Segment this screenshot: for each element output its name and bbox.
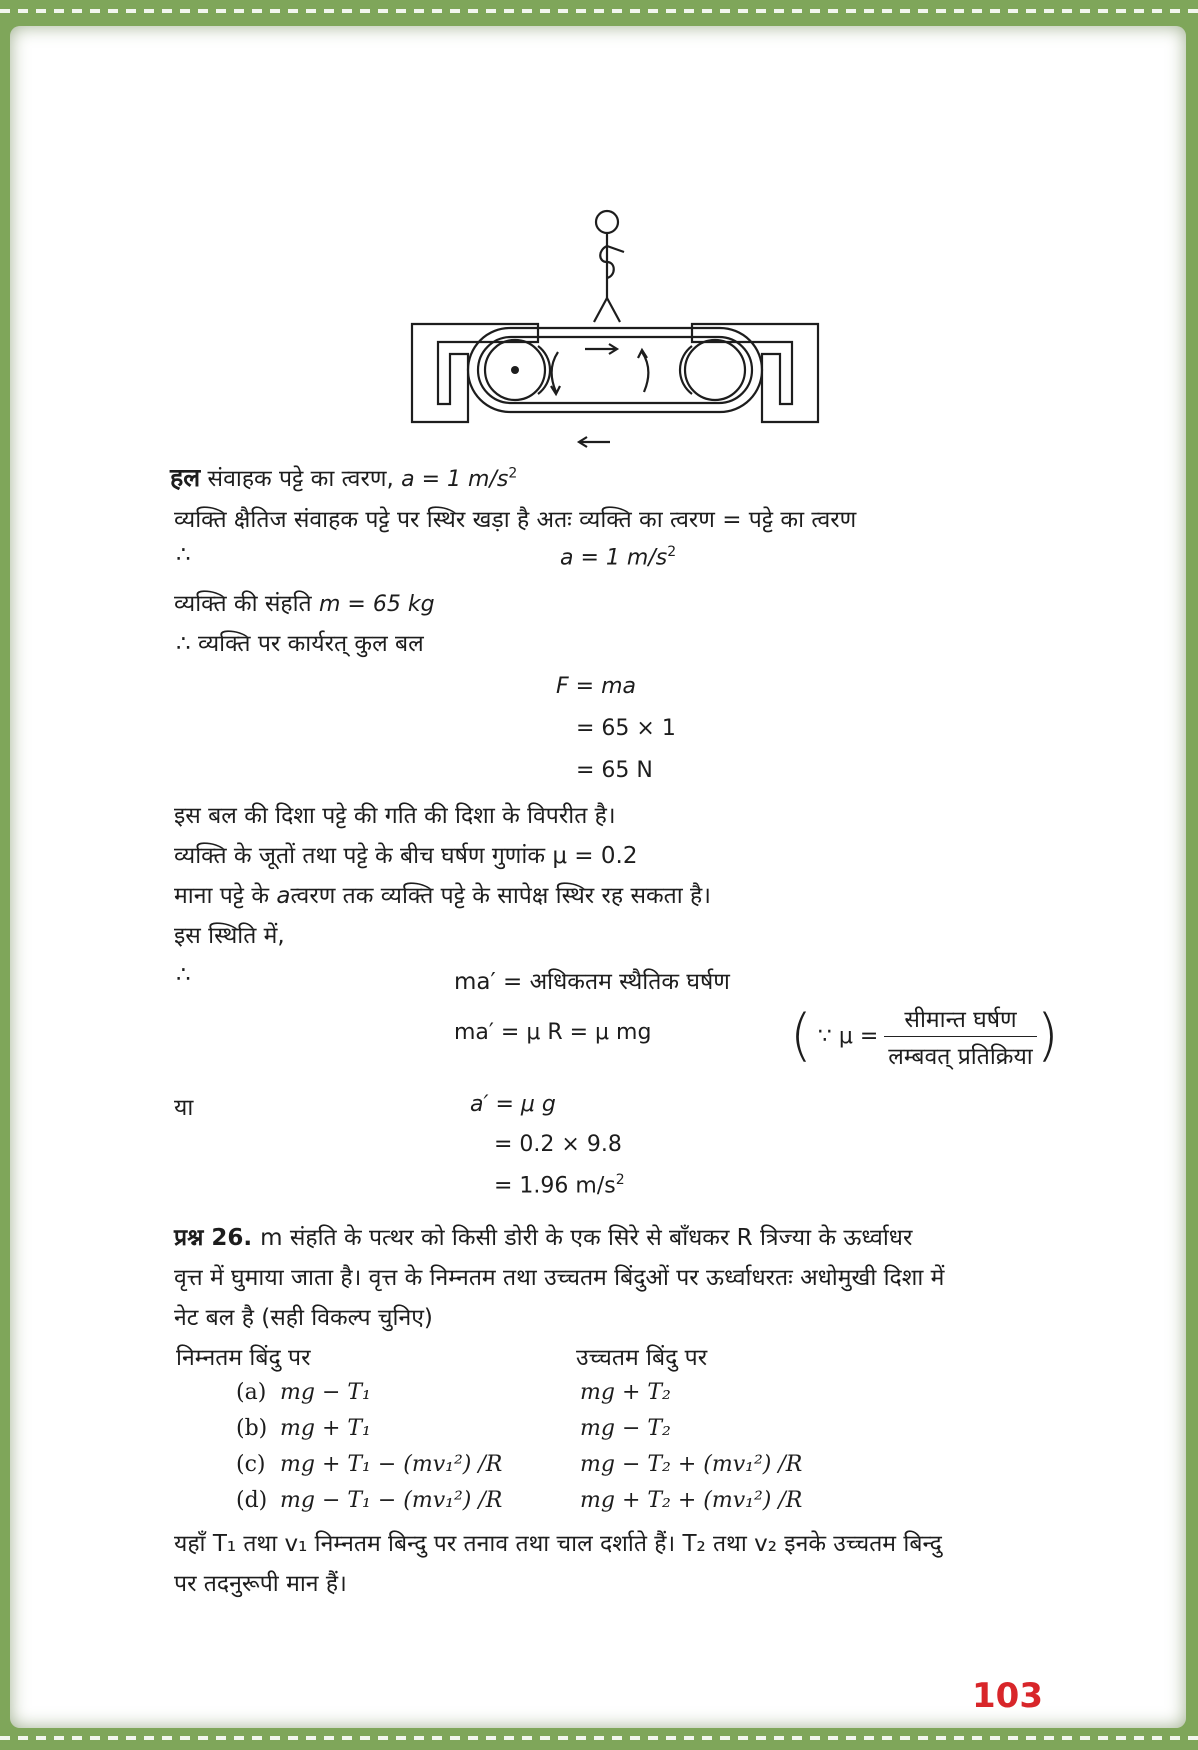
therefore-symbol: ∴ xyxy=(176,542,191,568)
column-high-header: उच्चतम बिंदु पर xyxy=(576,1345,708,1371)
ma-eq-2: ma′ = μ R = μ mg xyxy=(454,1020,652,1045)
or-label: या xyxy=(174,1095,194,1121)
option-b-high: mg − T₂ xyxy=(580,1416,671,1441)
top-dashed-border xyxy=(0,9,1198,13)
option-b-label: (b) xyxy=(236,1416,268,1441)
option-c-low: mg + T₁ − (mv₁²) /R xyxy=(280,1452,503,1477)
option-a-label: (a) xyxy=(236,1380,267,1405)
mu-definition: ( ∵ μ = $\frac{\text{सीमान्त घर्षण}}{\text{लम्बवत् प्रतिक्रिया}}$ ) xyxy=(790,1003,1059,1070)
mu-fraction xyxy=(884,1002,1036,1071)
solution-intro: हल संवाहक पट्टे का त्वरण, a = 1 $m/s^2$ xyxy=(170,463,518,492)
conveyor-belt-figure xyxy=(410,206,820,456)
note-line-1: यहाँ T₁ तथा v₁ निम्नतम बिन्दु पर तनाव तथा चाल दर्शाते हैं। T₂ तथा v₂ इनके उच्चतम बिन्दु xyxy=(174,1531,942,1557)
bottom-dashed-border xyxy=(0,1736,1198,1740)
note-line-2: पर तदनुरूपी मान हैं। xyxy=(174,1571,347,1597)
a-eq-2: = 0.2 × 9.8 xyxy=(494,1132,622,1157)
force-eq-1: F = ma xyxy=(556,674,636,699)
net-force-line: ∴ व्यक्ति पर कार्यरत् कुल बल xyxy=(176,631,424,657)
option-c-label: (c) xyxy=(236,1452,266,1477)
a-eq-3-text: = 1.96 m/s xyxy=(494,1173,616,1199)
option-d-label: (d) xyxy=(236,1488,268,1513)
a-eq-3: = 1.96 $m/s^2$ xyxy=(494,1172,625,1199)
option-a-high: mg + T₂ xyxy=(580,1380,671,1405)
solution-intro-text: संवाहक पट्टे का त्वरण, xyxy=(207,466,394,492)
since-mu: ∵ μ = xyxy=(817,1023,879,1049)
case-line: इस स्थिति में, xyxy=(174,923,285,949)
page-number: 103 xyxy=(972,1676,1043,1716)
question-text-1: m संहति के पत्थर को किसी डोरी के एक सिरे से बाँधकर R त्रिज्या के ऊर्ध्वाधर xyxy=(260,1225,913,1251)
question-line-3: नेट बल है (सही विकल्प चुनिए) xyxy=(174,1305,433,1331)
equation-a-text: a = 1 m/s xyxy=(560,545,668,571)
solution-line-2: व्यक्ति क्षैतिज संवाहक पट्टे पर स्थिर खड़ा है अतः व्यक्ति का त्वरण = पट्टे का त्वरण xyxy=(174,507,857,533)
equation-a: a = 1 $m/s^2$ xyxy=(560,544,677,571)
question-line-1 xyxy=(174,1220,912,1252)
option-d-high: mg + T₂ + (mv₁²) /R xyxy=(580,1488,803,1513)
direction-line: इस बल की दिशा पट्टे की गति की दिशा के विपरीत है। xyxy=(174,803,616,829)
friction-line: व्यक्ति के जूतों तथा पट्टे के बीच घर्षण गुणांक μ = 0.2 xyxy=(174,843,638,869)
solution-label: हल xyxy=(170,463,201,492)
ma-eq-1: ma′ = अधिकतम स्थैतिक घर्षण xyxy=(454,969,730,995)
question-line-2: वृत्त में घुमाया जाता है। वृत्त के निम्नतम तथा उच्चतम बिंदुओं पर ऊर्ध्वाधरतः अधोमुखी दिशा में xyxy=(174,1265,945,1291)
option-d-low: mg − T₁ − (mv₁²) /R xyxy=(280,1488,503,1513)
solution-intro-eq: a = 1 m/s xyxy=(401,467,509,492)
assume-text-1: माना पट्टे के xyxy=(174,883,270,909)
option-a-low: mg − T₁ xyxy=(280,1380,371,1405)
fraction-numerator: सीमान्त घर्षण xyxy=(884,1002,1036,1037)
column-low-header: निम्नतम बिंदु पर xyxy=(176,1345,311,1371)
page-sheet xyxy=(10,26,1186,1728)
mass-line xyxy=(174,586,435,618)
a-eq-1: a′ = μ g xyxy=(470,1092,556,1117)
fraction-denominator: लम्बवत् प्रतिक्रिया xyxy=(888,1043,1033,1070)
therefore-symbol-2: ∴ xyxy=(176,962,191,988)
option-b-low: mg + T₁ xyxy=(280,1416,371,1441)
assume-var: a xyxy=(276,883,291,909)
assume-line xyxy=(174,878,711,910)
force-eq-2: = 65 × 1 xyxy=(576,716,676,741)
question-label: प्रश्न 26. xyxy=(174,1225,253,1251)
mass-eq: m = 65 kg xyxy=(319,592,435,617)
option-c-high: mg − T₂ + (mv₁²) /R xyxy=(580,1452,803,1477)
force-eq-3: = 65 N xyxy=(576,758,653,783)
mass-text: व्यक्ति की संहति xyxy=(174,591,312,617)
assume-text-2: त्वरण तक व्यक्ति पट्टे के सापेक्ष स्थिर रह सकता है। xyxy=(290,883,711,909)
